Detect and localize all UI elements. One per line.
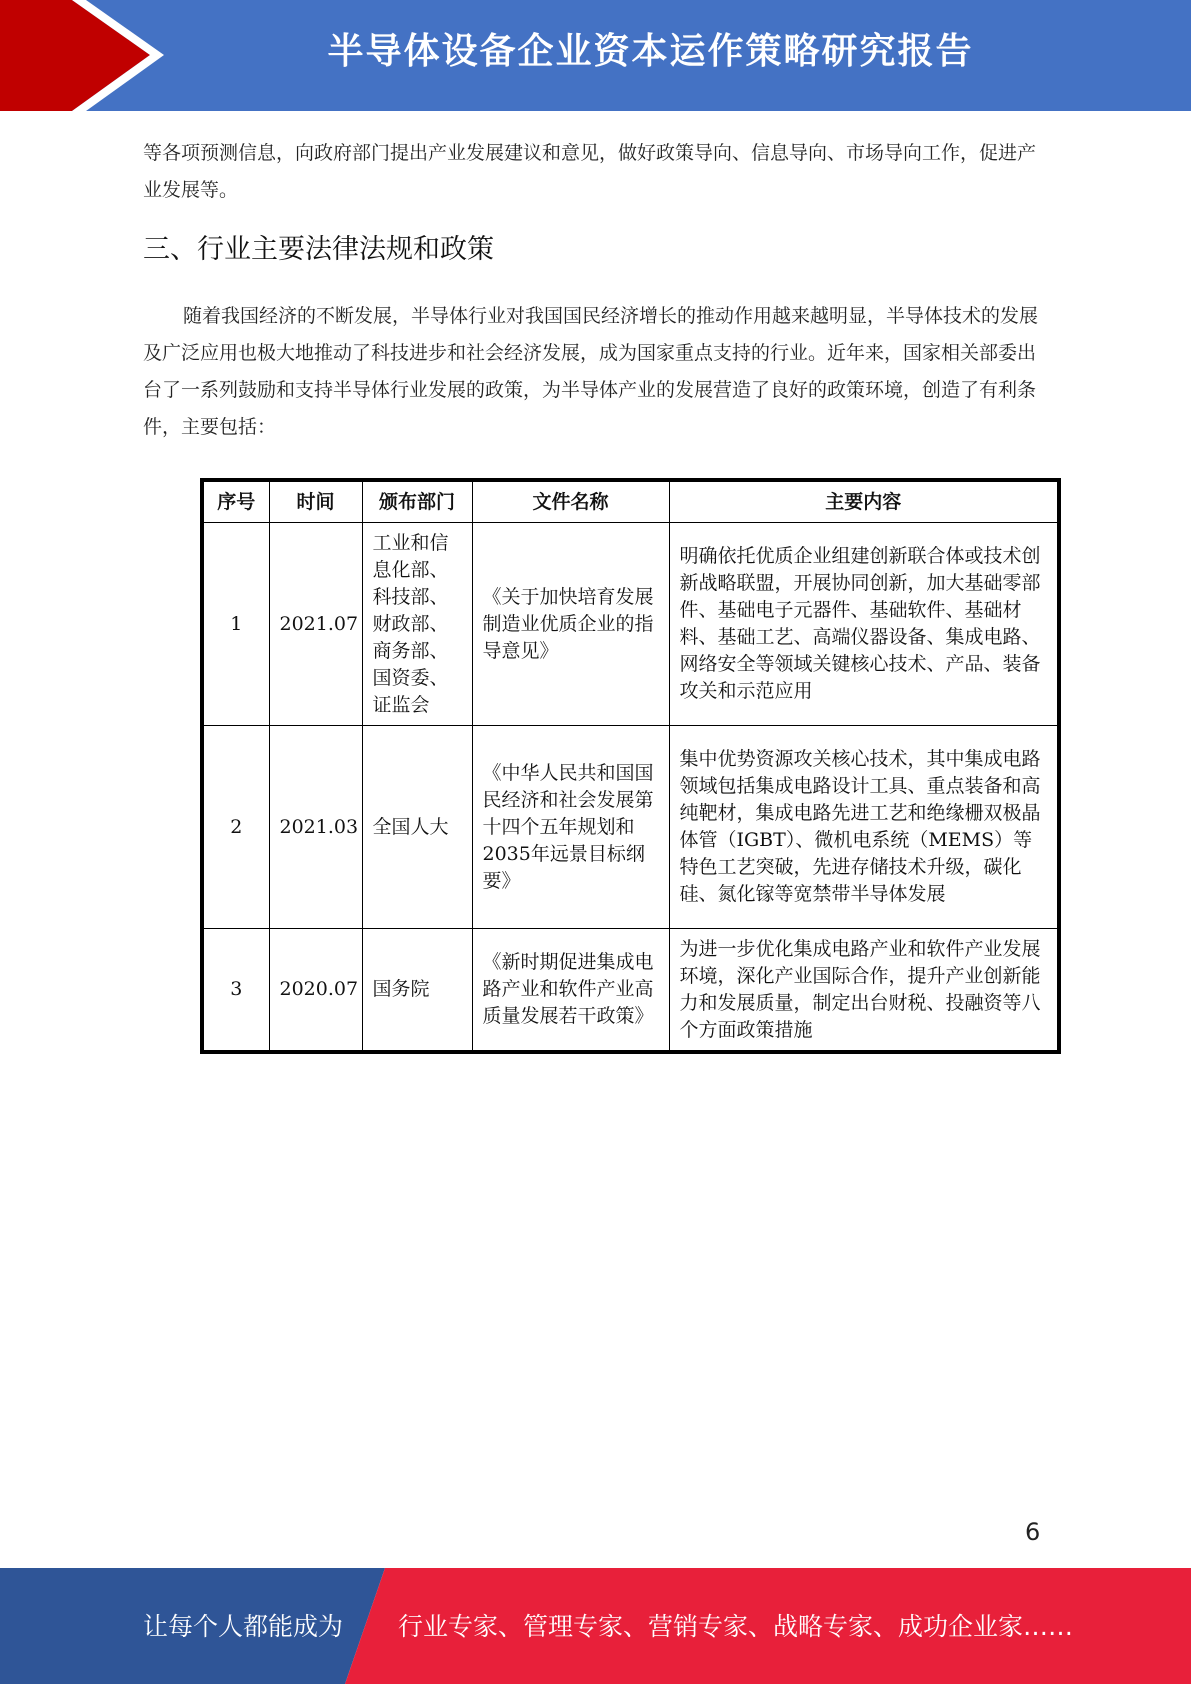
policy-intro-paragraph: 随着我国经济的不断发展，半导体行业对我国国民经济增长的推动作用越来越明显，半导体技术的发展及广泛应用也极大地推动了科技进步和社会经济发展，成为国家重点支持的行业。近年来，国家相关部委出台了一系列鼓励和支持半导体行业发展的政策，为半导体产业的发展营造了良好的政策环境，创造了有利条件，主要包括： <box>143 305 1039 438</box>
section-heading: 三、行业主要法律法规和政策 <box>143 234 494 265</box>
cell-doc: 《关于加快培育发展制造业优质企业的指导意见》 <box>472 523 669 726</box>
footer-slogan-left: 让每个人都能成为 <box>143 1612 344 1641</box>
header-date: 时间 <box>269 480 362 523</box>
intro-paragraph: 等各项预测信息，向政府部门提出产业发展建议和意见，做好政策导向、信息导向、市场导向工作，促进产业发展等。 <box>143 142 1037 201</box>
cell-dept: 全国人大 <box>362 726 472 929</box>
footer-slogan-right: 行业专家、管理专家、营销专家、战略专家、成功企业家…… <box>398 1612 1074 1641</box>
table-row <box>202 726 1059 929</box>
policy-table <box>200 478 1061 1054</box>
cell-content: 为进一步优化集成电路产业和软件产业发展环境，深化产业国际合作，提升产业创新能力和发展质量，制定出台财税、投融资等八个方面政策措施 <box>669 929 1059 1053</box>
cell-no: 2 <box>202 726 269 929</box>
cell-content: 集中优势资源攻关核心技术，其中集成电路领域包括集成电路设计工具、重点装备和高纯靶材，集成电路先进工艺和绝缘栅双极晶体管（IGBT）、微机电系统（MEMS）等特色工艺突破，先进存储技术升级，碳化硅、氮化镓等宽禁带半导体发展 <box>669 726 1059 929</box>
cell-dept: 工业和信息化部、科技部、财政部、商务部、国资委、证监会 <box>362 523 472 726</box>
cell-dept: 国务院 <box>362 929 472 1053</box>
table-header-row <box>202 480 1059 523</box>
table-row <box>202 929 1059 1053</box>
page-footer <box>0 1568 1191 1684</box>
cell-date: 2021.03 <box>269 726 362 929</box>
cell-doc: 《新时期促进集成电路产业和软件产业高质量发展若干政策》 <box>472 929 669 1053</box>
report-title: 半导体设备企业资本运作策略研究报告 <box>327 31 974 72</box>
cell-date: 2020.07 <box>269 929 362 1053</box>
page-header <box>0 0 1191 111</box>
table-row <box>202 523 1059 726</box>
cell-content: 明确依托优质企业组建创新联合体或技术创新战略联盟，开展协同创新，加大基础零部件、基础电子元器件、基础软件、基础材料、基础工艺、高端仪器设备、集成电路、网络安全等领域关键核心技术、产品、装备攻关和示范应用 <box>669 523 1059 726</box>
page-number: 6 <box>1025 1518 1041 1546</box>
header-dept: 颁布部门 <box>362 480 472 523</box>
cell-no: 3 <box>202 929 269 1053</box>
cell-no: 1 <box>202 523 269 726</box>
cell-doc: 《中华人民共和国国民经济和社会发展第十四个五年规划和2035年远景目标纲要》 <box>472 726 669 929</box>
cell-date: 2021.07 <box>269 523 362 726</box>
header-no: 序号 <box>202 480 269 523</box>
header-content: 主要内容 <box>669 480 1059 523</box>
header-doc: 文件名称 <box>472 480 669 523</box>
